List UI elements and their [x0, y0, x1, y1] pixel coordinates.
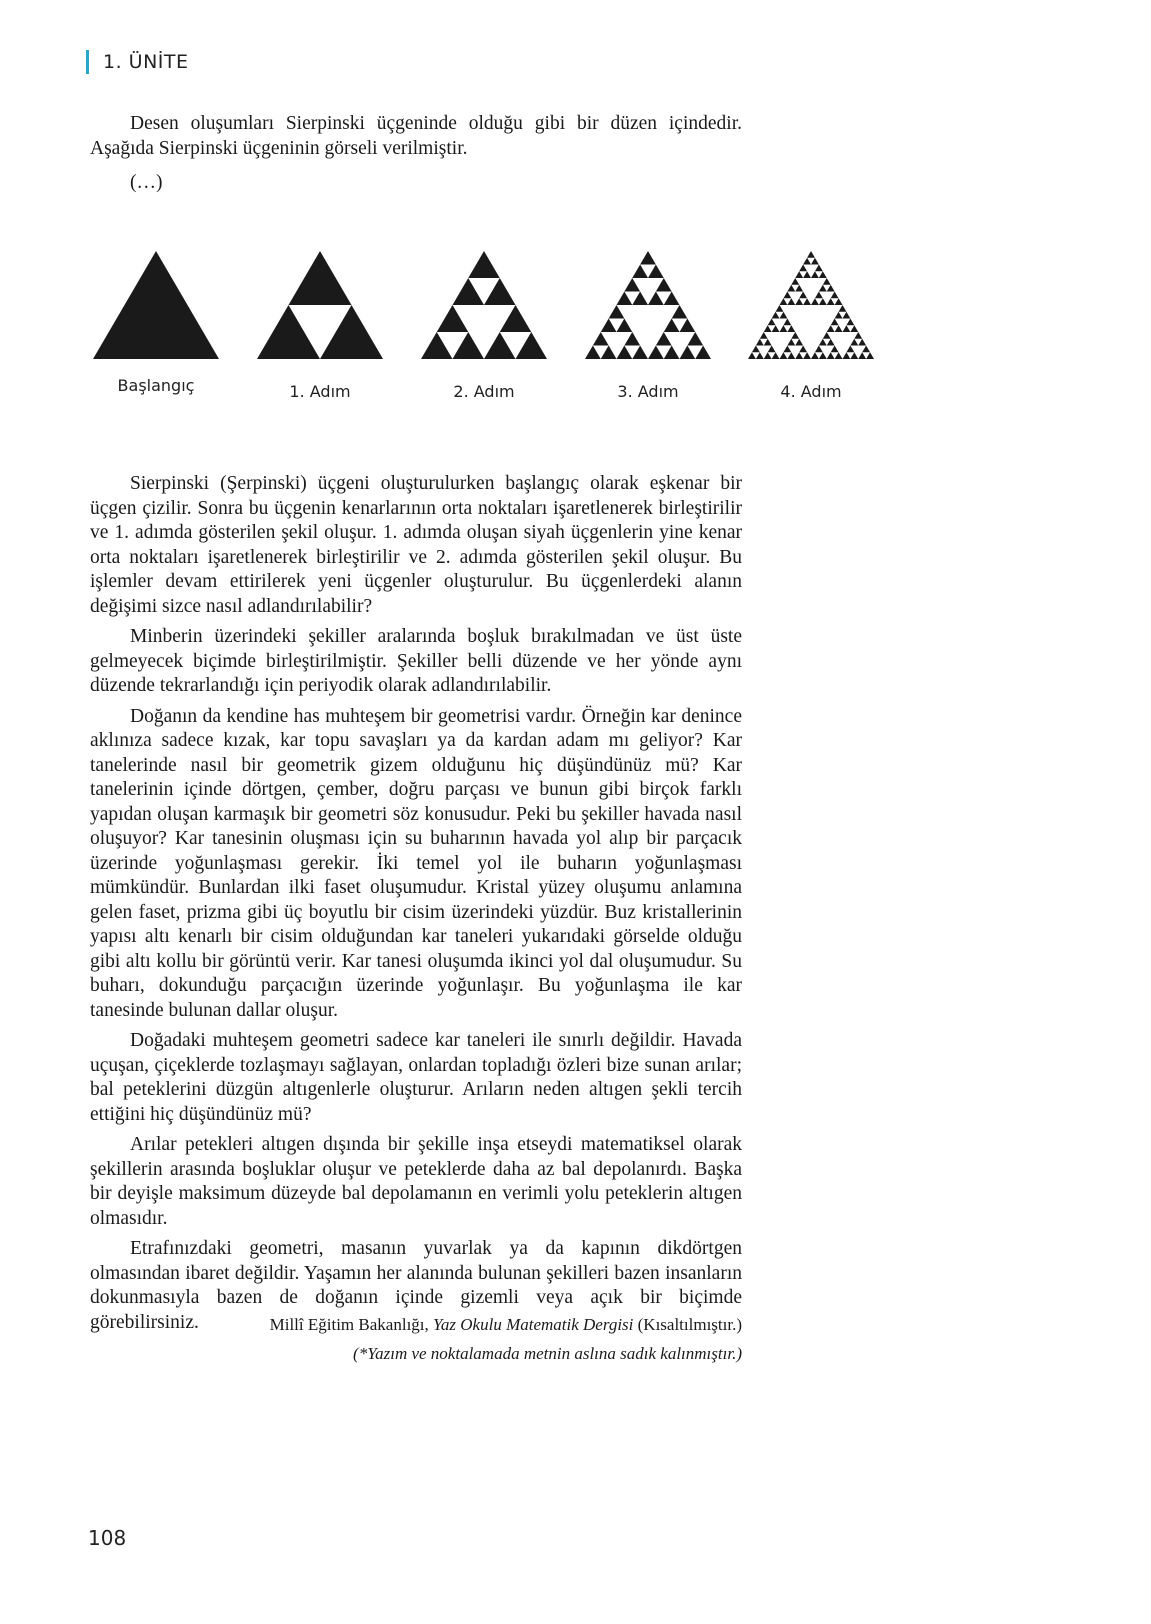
triangle-piece — [783, 292, 791, 299]
triangle-piece — [815, 265, 823, 272]
triangle-piece — [803, 298, 811, 305]
triangle-piece — [811, 298, 819, 305]
triangle-piece — [827, 325, 835, 332]
triangle-piece — [819, 339, 827, 346]
triangle-piece — [787, 339, 795, 346]
triangle-piece — [803, 271, 811, 278]
triangle-piece — [695, 346, 711, 360]
triangle-piece — [803, 258, 811, 265]
triangle-piece — [437, 305, 469, 332]
triangle-piece — [617, 292, 633, 306]
triangle-piece — [783, 346, 791, 353]
figure-caption-start: Başlangıç — [117, 376, 195, 395]
triangle-piece — [815, 346, 823, 353]
triangle-piece — [819, 285, 827, 292]
triangle-piece — [585, 346, 601, 360]
triangle-piece — [680, 346, 696, 360]
triangle-piece — [632, 346, 648, 360]
triangle-piece — [776, 305, 784, 312]
triangle-piece — [768, 346, 776, 353]
body-paragraph: Doğadaki muhteşem geometri sadece kar taneleri ile sınırlı değildir. Havada uçuşan, çiçeklerde tozlaşmayı sağlayan, onlardan topladığı özleri bize sunan arılar; bal peteklerini düzgün altıgenlerle oluşturur. Arıların neden altıgen şekli tercih ettiğini hiç düşündünüz mü? — [90, 1030, 742, 1125]
triangle-piece — [827, 298, 835, 305]
triangle-piece — [617, 346, 633, 360]
body-paragraph: Doğanın da kendine has muhteşem bir geometrisi vardır. Örneğin kar denince aklınıza sadece kızak, kar topu savaşları ya da kardan adam mı geliyor? Kar tanelerinde nasıl bir geometrik gizem olduğunu hiç düşündünüz mü? Kar tanelerinin içinde dörtgen, çember, doğru parçası ve bunun gibi birçok farklı yapıdan oluşan karmaşık bir geometri söz konusudur. Peki bu şekiller havada nasıl oluşuyor? Kar tanesinin oluşması için su buharının havada yol alıp bir parçacık üzerinde yoğunlaşması gerekir. İki temel yol ile buharın yoğunlaşması mümkündür. Bunlardan ilki faset oluşumudur. Kristal yüzey oluşumu anlamına gelen faset, prizma gibi üç boyutlu bir cisim üzerindeki yüzdür. Buz kristallerinin yapısı altı kenarlı bir cisim olduğundan kar taneleri yukarıdaki görselde olduğu gibi altı kollu bir görüntü verir. Kar tanesi oluşumda ikinci yol dal oluşumudur. Su buharı, dokunduğu parçacığın üzerinde yoğunlaşır. Bu yoğunlaşma ile kar tanesinde bulunan dallar oluşur. — [90, 705, 742, 1021]
triangle-piece — [640, 251, 656, 265]
source-title: Yaz Okulu Matematik Dergisi — [433, 1315, 634, 1334]
triangle-piece — [421, 332, 453, 359]
triangle-piece — [811, 258, 819, 265]
triangle-piece — [783, 319, 791, 326]
sierpinski-triangle-start — [91, 250, 221, 362]
triangle-piece — [827, 285, 835, 292]
triangle-piece — [819, 271, 827, 278]
triangle-piece — [780, 352, 788, 359]
triangle-piece — [850, 325, 858, 332]
triangle-piece — [799, 265, 807, 272]
source-suffix: (Kısaltılmıştır.) — [633, 1315, 742, 1334]
triangle-piece — [799, 346, 807, 353]
triangle-piece — [815, 292, 823, 299]
triangle-piece — [484, 332, 516, 359]
triangle-piece — [835, 352, 843, 359]
triangle-piece — [632, 292, 648, 306]
sierpinski-figure-start — [91, 250, 221, 420]
triangle-piece — [787, 298, 795, 305]
triangle-piece — [843, 312, 851, 319]
triangle-piece — [687, 332, 703, 346]
triangle-piece — [768, 319, 776, 326]
sierpinski-triangle-step-4 — [746, 250, 876, 362]
sierpinski-triangle-step-2 — [419, 250, 549, 362]
figure-caption-step-4: 4. Adım — [780, 382, 842, 401]
triangle-piece — [807, 251, 815, 258]
intro-ellipsis: (…) — [130, 172, 163, 193]
triangle-piece — [791, 278, 799, 285]
figure-caption-step-3: 3. Adım — [617, 382, 679, 401]
intro-section — [90, 112, 742, 196]
triangle-piece — [866, 352, 874, 359]
triangle-piece — [764, 352, 772, 359]
triangle-piece — [624, 332, 640, 346]
triangle-piece — [664, 319, 680, 333]
triangle-piece — [632, 265, 648, 279]
triangle-piece — [827, 352, 835, 359]
triangle-piece — [831, 319, 839, 326]
triangle-piece — [656, 332, 672, 346]
body-text — [90, 472, 742, 1341]
triangle-piece — [850, 339, 858, 346]
triangle-piece — [453, 332, 485, 359]
triangle-piece — [756, 339, 764, 346]
body-paragraph: Etrafınızdaki geometri, masanın yuvarlak ya da kapının dikdörtgen olmasından ibaret değildir. Yaşamın her alanında bulunan şekilleri bazen insanların dokunmasıyla bazen de doğanın içinde gizemli veya açık bir biçimde görebilirsiniz. — [90, 1238, 742, 1333]
body-paragraph: Minberin üzerindeki şekiller aralarında boşluk bırakılmadan ve üst üste gelmeyecek biçimde birleştirilmiştir. Şekiller belli düzende ve her yönde aynı düzende tekrarlandığı için periyodik olarak adlandırılabilir. — [90, 626, 742, 696]
triangle-piece — [648, 346, 664, 360]
triangle-piece — [664, 292, 680, 306]
sierpinski-triangle-step-3 — [583, 250, 713, 362]
triangle-piece — [787, 285, 795, 292]
sierpinski-figure-step-4 — [746, 250, 876, 420]
triangle-piece — [764, 325, 772, 332]
triangle-piece — [680, 319, 696, 333]
triangle-piece — [609, 305, 625, 319]
triangle-piece — [835, 325, 843, 332]
triangle-piece — [827, 339, 835, 346]
triangle-piece — [656, 278, 672, 292]
triangle-piece — [819, 352, 827, 359]
triangle-piece — [289, 251, 352, 305]
triangle-piece — [752, 346, 760, 353]
triangle-piece — [787, 352, 795, 359]
triangle-piece — [839, 305, 847, 312]
body-paragraph: Sierpinski (Şerpinski) üçgeni oluşturulurken başlangıç olarak eşkenar bir üçgen çizilir. Sonra bu üçgenin kenarlarının orta noktaları işaretlenerek birleştirilir ve 1. adımda gösterilen şekil oluşur. 1. adımda oluşan siyah üçgenlerin yine kenar orta noktaları işaretlenerek birleştirilir ve 2. adımda gösterilen şekil oluşur. Bu işlemler devam ettirilerek yeni üçgenler oluşturulur. Bu üçgenlerdeki alanın değişimi sizce nasıl adlandırılabilir? — [90, 473, 742, 617]
triangle-piece — [799, 292, 807, 299]
triangle-piece — [819, 298, 827, 305]
triangle-piece — [780, 325, 788, 332]
triangle-piece — [843, 325, 851, 332]
triangle-piece — [846, 319, 854, 326]
triangle-piece — [811, 352, 819, 359]
body-paragraph: Arılar petekleri altıgen dışında bir şekille inşa etseydi matematiksel olarak şekillerin arasında boşluklar oluşur ve peteklerde daha az bal depolanırdı. Başka bir deyişle maksimum düzeyde bal depolamanın en verimli yolu peteklerin altıgen olmasıdır. — [90, 1134, 742, 1229]
triangle-piece — [500, 305, 532, 332]
triangle-piece — [795, 285, 803, 292]
triangle-piece — [803, 352, 811, 359]
triangle-piece — [787, 325, 795, 332]
sierpinski-figure-step-1 — [255, 250, 385, 420]
triangle-piece — [648, 292, 664, 306]
source-prefix: Millî Eğitim Bakanlığı, — [269, 1315, 434, 1334]
triangle-piece — [780, 298, 788, 305]
triangle-piece — [320, 305, 383, 359]
triangle-piece — [854, 332, 862, 339]
sierpinski-figures — [0, 250, 1151, 420]
source-citation — [90, 1314, 742, 1336]
triangle-piece — [795, 352, 803, 359]
triangle-piece — [664, 346, 680, 360]
triangle-piece — [795, 298, 803, 305]
triangle-piece — [764, 339, 772, 346]
triangle-piece — [756, 352, 764, 359]
triangle-piece — [516, 332, 548, 359]
triangle-piece — [835, 298, 843, 305]
figure-caption-step-2: 2. Adım — [453, 382, 515, 401]
triangle-piece — [748, 352, 756, 359]
triangle-piece — [624, 278, 640, 292]
triangle-piece — [601, 319, 617, 333]
triangle-piece — [823, 278, 831, 285]
triangle-piece — [772, 312, 780, 319]
triangle-piece — [648, 265, 664, 279]
triangle-piece — [862, 346, 870, 353]
triangle-piece — [484, 278, 516, 305]
triangle-piece — [760, 332, 768, 339]
triangle-piece — [795, 271, 803, 278]
page-number: 108 — [88, 1526, 127, 1550]
intro-paragraph: Desen oluşumları Sierpinski üçgeninde olduğu gibi bir düzen içindedir. Aşağıda Sierpinski üçgeninin görseli verilmiştir. — [90, 113, 742, 159]
triangle-piece — [850, 352, 858, 359]
sierpinski-figure-step-2 — [419, 250, 549, 420]
triangle-piece — [791, 332, 799, 339]
triangle-piece — [93, 251, 219, 359]
sierpinski-figure-step-3 — [583, 250, 713, 420]
figure-caption-step-1: 1. Adım — [289, 382, 351, 401]
triangle-piece — [831, 346, 839, 353]
triangle-piece — [795, 339, 803, 346]
triangle-piece — [772, 325, 780, 332]
triangle-piece — [811, 271, 819, 278]
triangle-piece — [823, 332, 831, 339]
triangle-piece — [453, 278, 485, 305]
triangle-piece — [772, 352, 780, 359]
triangle-piece — [846, 346, 854, 353]
triangle-piece — [617, 319, 633, 333]
fidelity-note: (*Yazım ve noktalamada metnin aslına sadık kalınmıştır.) — [353, 1344, 742, 1363]
triangle-piece — [843, 352, 851, 359]
triangle-piece — [858, 339, 866, 346]
unit-title: 1. ÜNİTE — [103, 51, 189, 73]
triangle-piece — [858, 352, 866, 359]
sierpinski-triangle-step-1 — [255, 250, 385, 362]
triangle-piece — [257, 305, 320, 359]
triangle-piece — [601, 346, 617, 360]
triangle-piece — [831, 292, 839, 299]
triangle-piece — [672, 305, 688, 319]
header-accent-bar — [86, 50, 89, 74]
triangle-piece — [593, 332, 609, 346]
unit-header — [86, 50, 189, 74]
triangle-piece — [835, 312, 843, 319]
triangle-piece — [468, 251, 500, 278]
triangle-piece — [780, 312, 788, 319]
